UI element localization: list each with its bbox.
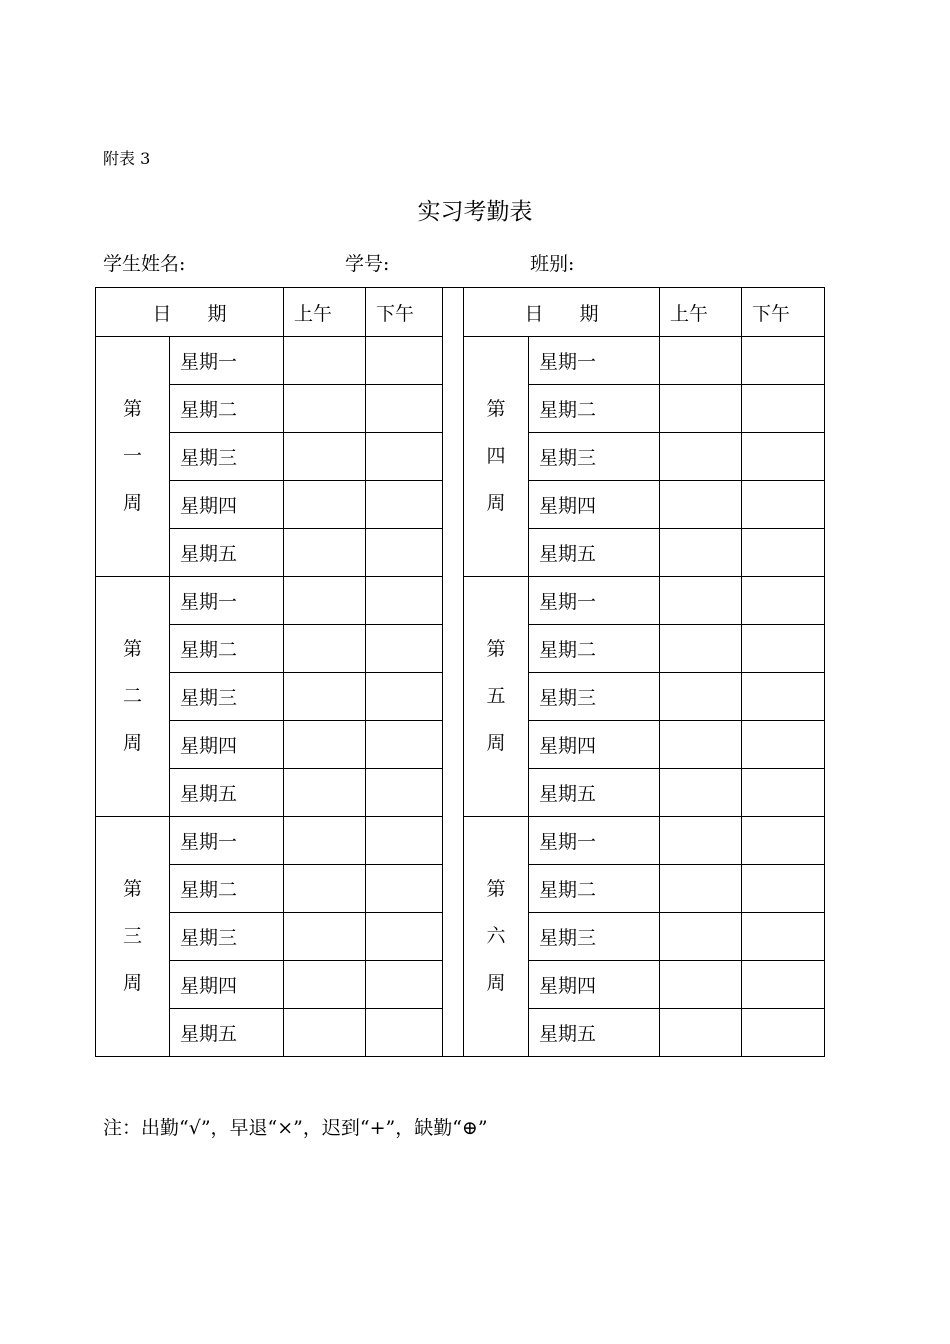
am-cell[interactable]: [284, 481, 366, 529]
day-label: 星期一: [529, 577, 660, 625]
header-row: [96, 288, 825, 337]
week-label-char: 三: [122, 925, 142, 947]
am-cell[interactable]: [284, 433, 366, 481]
week-label-char: 第: [122, 878, 142, 900]
day-label: 星期四: [529, 481, 660, 529]
day-label: 星期一: [529, 817, 660, 865]
week-label-char: 一: [122, 445, 142, 467]
pm-cell[interactable]: [366, 625, 443, 673]
week-label-char: 第: [122, 398, 142, 420]
pm-cell[interactable]: [742, 529, 825, 577]
am-cell[interactable]: [284, 961, 366, 1009]
week-label-char: 五: [486, 685, 506, 707]
class-label: 班别:: [530, 253, 575, 275]
day-label: 星期二: [170, 865, 284, 913]
pm-cell[interactable]: [742, 673, 825, 721]
day-label: 星期五: [529, 1009, 660, 1057]
day-label: 星期二: [170, 625, 284, 673]
day-label: 星期三: [529, 673, 660, 721]
day-label: 星期一: [170, 817, 284, 865]
day-label: 星期二: [529, 625, 660, 673]
pm-cell[interactable]: [366, 433, 443, 481]
week-label-left: [96, 337, 170, 577]
day-label: 星期五: [529, 529, 660, 577]
am-cell[interactable]: [660, 433, 742, 481]
pm-cell[interactable]: [742, 865, 825, 913]
day-label: 星期三: [170, 673, 284, 721]
am-cell[interactable]: [284, 721, 366, 769]
pm-cell[interactable]: [742, 961, 825, 1009]
day-label: 星期四: [529, 961, 660, 1009]
am-cell[interactable]: [284, 529, 366, 577]
pm-cell[interactable]: [366, 913, 443, 961]
header-pm-left: 下午: [366, 288, 443, 337]
week-label-char: 周: [122, 732, 142, 754]
am-cell[interactable]: [660, 625, 742, 673]
column-gap: [443, 288, 464, 1057]
am-cell[interactable]: [284, 817, 366, 865]
am-cell[interactable]: [284, 913, 366, 961]
am-cell[interactable]: [284, 625, 366, 673]
header-pm-right: 下午: [742, 288, 825, 337]
am-cell[interactable]: [284, 337, 366, 385]
am-cell[interactable]: [660, 577, 742, 625]
legend-note: 注：出勤“√”，早退“×”，迟到“+”，缺勤“⊕”: [103, 1117, 488, 1139]
am-cell[interactable]: [660, 1009, 742, 1057]
am-cell[interactable]: [284, 865, 366, 913]
week-label-char: 六: [486, 925, 506, 947]
pm-cell[interactable]: [742, 721, 825, 769]
day-label: 星期一: [170, 337, 284, 385]
week-label-char: 第: [486, 638, 506, 660]
am-cell[interactable]: [660, 385, 742, 433]
am-cell[interactable]: [660, 673, 742, 721]
day-label: 星期四: [170, 721, 284, 769]
am-cell[interactable]: [660, 529, 742, 577]
pm-cell[interactable]: [366, 865, 443, 913]
week-label-left: [96, 577, 170, 817]
am-cell[interactable]: [660, 961, 742, 1009]
week-label-char: 周: [486, 972, 506, 994]
week-label-char: 周: [122, 492, 142, 514]
am-cell[interactable]: [284, 385, 366, 433]
day-label: 星期五: [529, 769, 660, 817]
pm-cell[interactable]: [742, 817, 825, 865]
week-label-char: 四: [486, 445, 506, 467]
day-label: 星期五: [170, 1009, 284, 1057]
pm-cell[interactable]: [742, 769, 825, 817]
day-label: 星期五: [170, 529, 284, 577]
pm-cell[interactable]: [366, 817, 443, 865]
day-label: 星期三: [170, 433, 284, 481]
pm-cell[interactable]: [742, 577, 825, 625]
header-am-left: 上午: [284, 288, 366, 337]
am-cell[interactable]: [660, 481, 742, 529]
week-label-right: [464, 337, 529, 577]
day-label: 星期二: [170, 385, 284, 433]
week-label-char: 第: [486, 878, 506, 900]
am-cell[interactable]: [284, 769, 366, 817]
am-cell[interactable]: [660, 769, 742, 817]
am-cell[interactable]: [284, 673, 366, 721]
am-cell[interactable]: [660, 721, 742, 769]
pm-cell[interactable]: [742, 1009, 825, 1057]
week-label-char: 周: [486, 492, 506, 514]
am-cell[interactable]: [660, 913, 742, 961]
am-cell[interactable]: [660, 337, 742, 385]
pm-cell[interactable]: [366, 385, 443, 433]
appendix-label: 附表 3: [103, 149, 151, 168]
pm-cell[interactable]: [742, 433, 825, 481]
day-label: 星期三: [529, 913, 660, 961]
day-label: 星期三: [529, 433, 660, 481]
day-label: 星期四: [170, 481, 284, 529]
pm-cell[interactable]: [366, 577, 443, 625]
day-label: 星期四: [529, 721, 660, 769]
pm-cell[interactable]: [742, 385, 825, 433]
day-label: 星期三: [170, 913, 284, 961]
day-label: 星期五: [170, 769, 284, 817]
week-label-char: 第: [122, 638, 142, 660]
day-label: 星期四: [170, 961, 284, 1009]
day-label: 星期一: [170, 577, 284, 625]
week-label-char: 第: [486, 398, 506, 420]
pm-cell[interactable]: [366, 1009, 443, 1057]
page-title: 实习考勤表: [417, 199, 533, 225]
header-am-right: 上午: [660, 288, 742, 337]
pm-cell[interactable]: [366, 961, 443, 1009]
week-label-right: [464, 577, 529, 817]
pm-cell[interactable]: [742, 481, 825, 529]
pm-cell[interactable]: [366, 337, 443, 385]
pm-cell[interactable]: [742, 913, 825, 961]
am-cell[interactable]: [660, 865, 742, 913]
pm-cell[interactable]: [742, 337, 825, 385]
day-label: 星期二: [529, 385, 660, 433]
week-label-char: 周: [122, 972, 142, 994]
day-label: 星期一: [529, 337, 660, 385]
pm-cell[interactable]: [366, 481, 443, 529]
am-cell[interactable]: [284, 1009, 366, 1057]
student-id-label: 学号:: [345, 253, 390, 275]
attendance-table: [95, 287, 825, 1057]
student-name-label: 学生姓名:: [103, 253, 186, 275]
day-label: 星期二: [529, 865, 660, 913]
header-date-left: 日期: [96, 288, 284, 337]
week-label-char: 周: [486, 732, 506, 754]
pm-cell[interactable]: [366, 721, 443, 769]
week-label-right: [464, 817, 529, 1057]
pm-cell[interactable]: [366, 529, 443, 577]
am-cell[interactable]: [660, 817, 742, 865]
week-label-left: [96, 817, 170, 1057]
header-date-right: 日期: [464, 288, 660, 337]
pm-cell[interactable]: [366, 769, 443, 817]
week-label-char: 二: [122, 685, 142, 707]
pm-cell[interactable]: [742, 625, 825, 673]
am-cell[interactable]: [284, 577, 366, 625]
pm-cell[interactable]: [366, 673, 443, 721]
